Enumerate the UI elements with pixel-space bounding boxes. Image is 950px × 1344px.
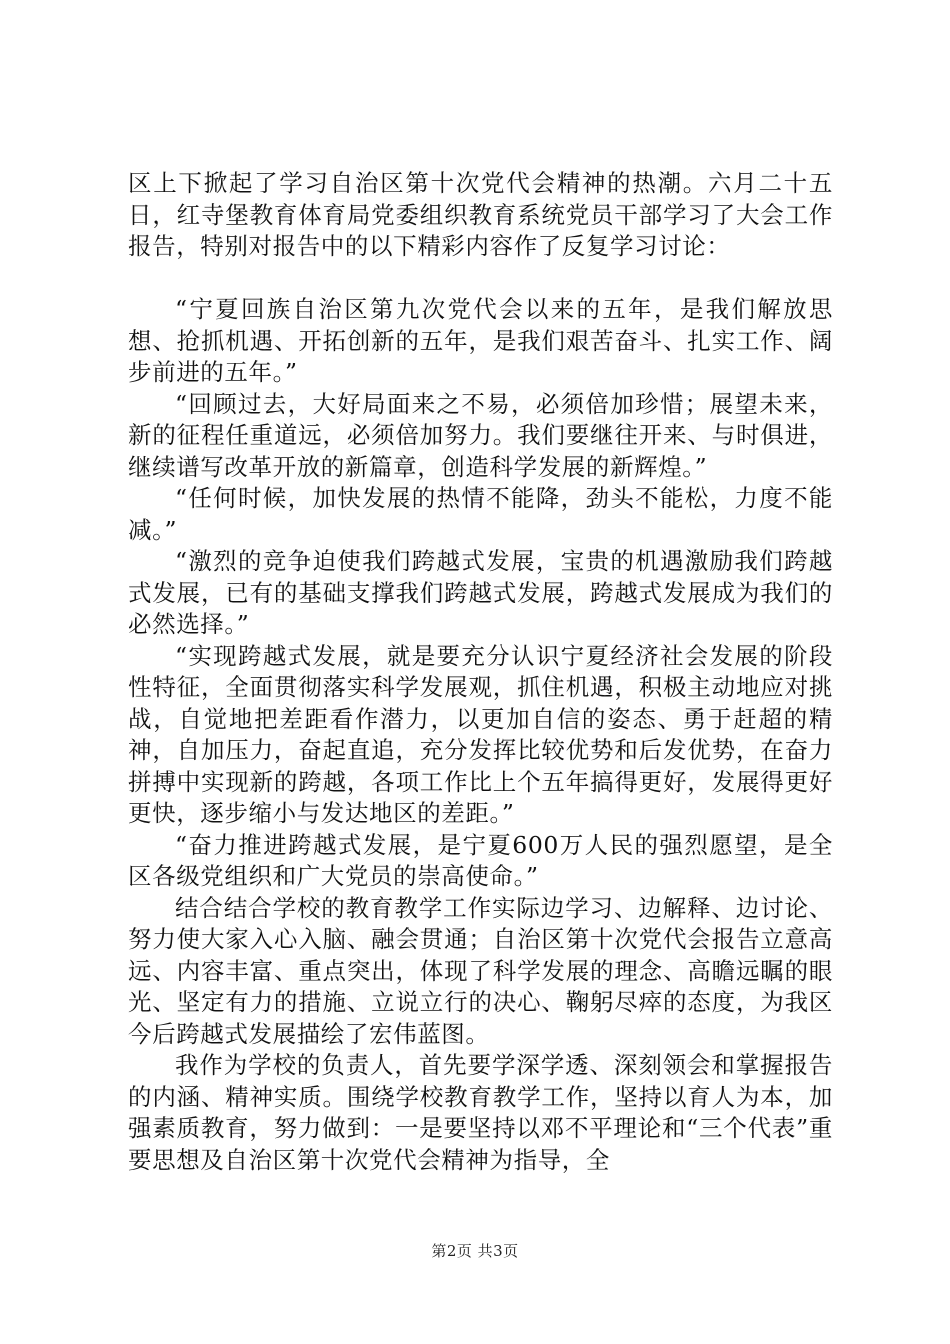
body-paragraph: 结合结合学校的教育教学工作实际边学习、边解释、边讨论、努力使大家入心入脑、融会贯通；自治区第十次党代会报告立意高远、内容丰富、重点突出，体现了科学发展的理念、高瞻远瞩的眼光、坚定有力的措施、立说立行的决心、鞠躬尽瘁的态度，为我区今后跨越式发展描绘了宏伟蓝图。 <box>128 893 833 1048</box>
quote-paragraph: “实现跨越式发展，就是要充分认识宁夏经济社会发展的阶段性特征，全面贯彻落实科学发展观，抓住机遇，积极主动地应对挑战，自觉地把差距看作潜力，以更加自信的姿态、勇于赶超的精神，自加压力，奋起直追，充分发挥比较优势和后发优势，在奋力拼搏中实现新的跨越，各项工作比上个五年搞得更好，发展得更好更快，逐步缩小与发达地区的差距。” <box>128 641 833 827</box>
quote-paragraph: “激烈的竞争迫使我们跨越式发展，宝贵的机遇激励我们跨越式发展，已有的基础支撑我们跨越式发展，跨越式发展成为我们的必然选择。” <box>128 547 833 638</box>
document-body <box>128 168 833 1176</box>
page-number-footer: 第2页 共3页 <box>431 1242 519 1260</box>
quote-paragraph: “奋力推进跨越式发展，是宁夏600万人民的强烈愿望，是全区各级党组织和广大党员的崇高使命。” <box>128 830 833 890</box>
quote-paragraph: “回顾过去，大好局面来之不易，必须倍加珍惜；展望未来，新的征程任重道远，必须倍加努力。我们要继往开来、与时俱进，继续谱写改革开放的新篇章，创造科学发展的新辉煌。” <box>128 389 833 481</box>
body-paragraph: 我作为学校的负责人，首先要学深学透、深刻领会和掌握报告的内涵、精神实质。围绕学校教育教学工作，坚持以育人为本，加强素质教育，努力做到：一是要坚持以邓不平理论和“三个代表”重要思想及自治区第十次党代会精神为指导，全 <box>128 1051 833 1174</box>
quote-paragraph: “宁夏回族自治区第九次党代会以来的五年，是我们解放思想、抢抓机遇、开拓创新的五年，是我们艰苦奋斗、扎实工作、阔步前进的五年。” <box>128 295 833 386</box>
quote-paragraph: “任何时候，加快发展的热情不能降，劲头不能松，力度不能减。” <box>128 484 833 544</box>
paragraph-intro: 区上下掀起了学习自治区第十次党代会精神的热潮。六月二十五日，红寺堡教育体育局党委组织教育系统党员干部学习了大会工作报告，特别对报告中的以下精彩内容作了反复学习讨论： <box>128 169 833 260</box>
